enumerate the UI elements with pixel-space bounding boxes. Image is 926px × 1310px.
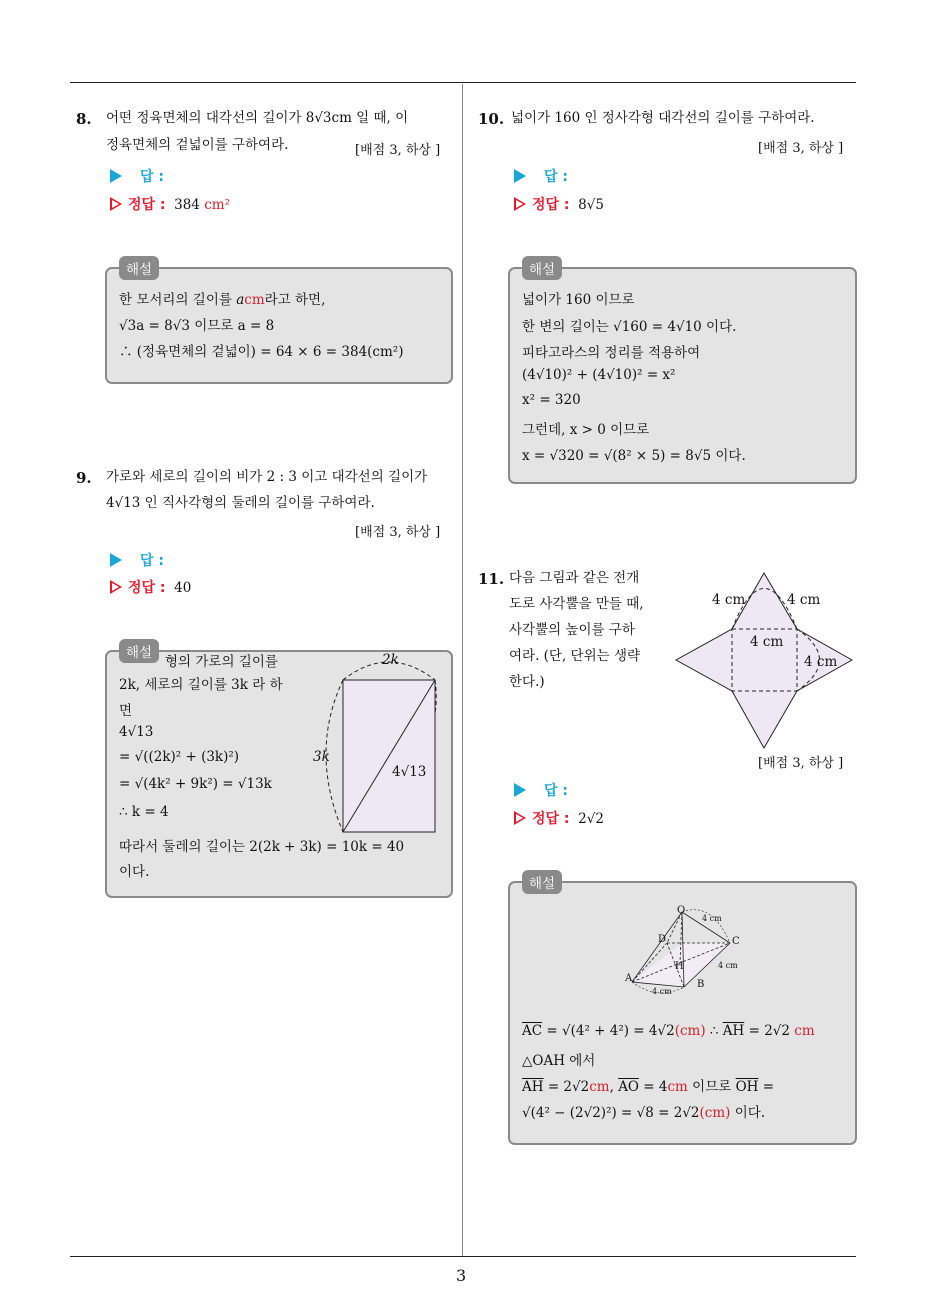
q11-text-line2: 도로 사각뿔을 만들 때, xyxy=(509,596,644,612)
play-icon xyxy=(514,169,526,183)
q9-answer-label: 답 : xyxy=(110,550,164,570)
q9-solution-box xyxy=(105,645,453,898)
q8-text-line1: 어떤 정육면체의 대각선의 길이가 8√3cm 일 때, 이 xyxy=(106,110,409,126)
bottom-rule xyxy=(70,1256,856,1257)
q11-correct: 정답 : 2√2 xyxy=(514,808,604,828)
outline-triangle-icon xyxy=(110,197,122,211)
q10-meta: [배점 3, 하상 ] xyxy=(758,141,844,156)
play-icon xyxy=(514,783,526,797)
q11-point-B: B xyxy=(697,979,705,990)
q9-sol-line7: ∴ k = 4 xyxy=(119,804,169,820)
q11-meta: [배점 3, 하상 ] xyxy=(758,756,844,771)
q11-pyramid-figure xyxy=(622,905,762,995)
q11-text-line5: 한다.) xyxy=(509,674,545,690)
outline-triangle-icon xyxy=(514,811,526,825)
q9-number: 9. xyxy=(76,469,92,487)
q8-answer-label: 답 : xyxy=(110,166,164,186)
q9-text-line1: 가로와 세로의 길이의 비가 2 : 3 이고 대각선의 길이가 xyxy=(106,469,428,485)
q11-sol-line4: √(4² − (2√2)²) = √8 = 2√2(cm) 이다. xyxy=(522,1105,766,1121)
q11-point-O: O xyxy=(677,905,686,916)
play-icon xyxy=(110,169,122,183)
q9-sol-line4: 4√13 xyxy=(119,724,154,740)
q9-sol-line5: = √((2k)² + (3k)²) xyxy=(119,749,240,765)
q10-text-line1: 넓이가 160 인 정사각형 대각선의 길이를 구하여라. xyxy=(511,110,815,126)
q11-sol-line1: $\overline{AC} = √(4^2 + 4^2) = 4√2(cm)$ ∴ $\overline{AH} = 2√2$ cm xyxy=(522,1023,815,1039)
q9-sol-line9: 이다. xyxy=(119,864,150,880)
q8-sol-line3: ∴ (정육면체의 겉넓이) = 64 × 6 = 384(cm²) xyxy=(119,344,404,360)
q11-fig-label2: 4 cm xyxy=(787,592,821,608)
column-divider xyxy=(462,84,463,1256)
q11-text-line1: 다음 그림과 같은 전개 xyxy=(509,570,640,586)
top-rule xyxy=(70,82,856,83)
q11-answer-label: 답 : xyxy=(514,780,568,800)
q9-solution-tag: 해설 xyxy=(119,639,159,663)
q9-fig-label-diag: 4√13 xyxy=(392,764,427,780)
q10-number: 10. xyxy=(478,110,505,128)
q10-solution-tag: 해설 xyxy=(522,256,562,280)
q11-text-line4: 여라. (단, 단위는 생략 xyxy=(509,648,641,664)
q9-sol-line8: 따라서 둘레의 길이는 2(2k + 3k) = 10k = 40 xyxy=(119,839,405,855)
q10-answer-label: 답 : xyxy=(514,166,568,186)
q11-fig-label1: 4 cm xyxy=(712,592,746,608)
q11-point-H: H xyxy=(675,961,684,972)
q10-sol-line4: (4√10)² + (4√10)² = x² xyxy=(522,367,676,383)
q8-text-line2: 정육면체의 겉넓이를 구하여라. xyxy=(106,137,289,153)
q8-correct: 정답 : 384 cm² xyxy=(110,194,230,214)
q11-point-C: C xyxy=(732,936,740,947)
q9-meta: [배점 3, 하상 ] xyxy=(355,525,441,540)
q9-sol-line2: 2k, 세로의 길이를 3k 라 하 xyxy=(119,677,283,693)
q10-sol-line6: 그런데, x > 0 이므로 xyxy=(522,422,650,438)
q11-fig-label4: 4 cm xyxy=(804,654,838,670)
q9-fig-label-top: 2k xyxy=(382,652,399,668)
q8-solution-box xyxy=(105,262,453,384)
q8-solution-tag: 해설 xyxy=(119,256,159,280)
q11-sol-line3: $\overline{AH} = 2√2cm$, $\overline{AO} = 4cm$ 이므로 $\overline{OH}$ = xyxy=(522,1079,775,1095)
q9-sol-line3: 면 xyxy=(119,703,133,719)
q8-meta: [배점 3, 하상 ] xyxy=(355,143,441,158)
q10-sol-line5: x² = 320 xyxy=(522,392,581,408)
q11-pyr-label1: 4 cm xyxy=(702,914,722,923)
q11-sol-line2: △OAH 에서 xyxy=(522,1053,596,1069)
q8-sol-line1: 한 모서리의 길이를 acm라고 하면, xyxy=(119,292,326,308)
q11-solution-tag: 해설 xyxy=(522,870,562,894)
q11-pyr-label3: 4 cm xyxy=(652,987,672,996)
q11-point-A: A xyxy=(625,973,633,984)
outline-triangle-icon xyxy=(110,580,122,594)
q11-number: 11. xyxy=(478,570,505,588)
play-icon xyxy=(110,553,122,567)
q11-pyr-label2: 4 cm xyxy=(718,961,738,970)
q9-rectangle-figure xyxy=(307,652,457,842)
q10-sol-line3: 피타고라스의 정리를 적용하여 xyxy=(522,345,701,361)
q11-fig-label3: 4 cm xyxy=(750,634,784,650)
q9-correct: 정답 : 40 xyxy=(110,577,191,597)
q9-text-line2: 4√13 인 직사각형의 둘레의 길이를 구하여라. xyxy=(106,495,375,511)
q9-fig-label-left: 3k xyxy=(313,749,330,765)
q11-point-D: D xyxy=(658,934,667,945)
q8-sol-line2: √3a = 8√3 이므로 a = 8 xyxy=(119,318,275,334)
q10-sol-line1: 넓이가 160 이므로 xyxy=(522,292,635,308)
outline-triangle-icon xyxy=(514,197,526,211)
q9-sol-line1: 형의 가로의 길이를 xyxy=(165,654,278,670)
q10-correct: 정답 : 8√5 xyxy=(514,194,604,214)
q10-sol-line7: x = √320 = √(8² × 5) = 8√5 이다. xyxy=(522,448,746,464)
q10-sol-line2: 한 변의 길이는 √160 = 4√10 이다. xyxy=(522,319,737,335)
q11-solution-box xyxy=(508,876,857,1145)
q10-solution-box xyxy=(508,262,857,484)
q9-sol-line6: = √(4k² + 9k²) = √13k xyxy=(119,776,272,792)
page-number: 3 xyxy=(456,1266,467,1285)
q8-number: 8. xyxy=(76,110,92,128)
q11-text-line3: 사각뿔의 높이를 구하 xyxy=(509,622,635,638)
